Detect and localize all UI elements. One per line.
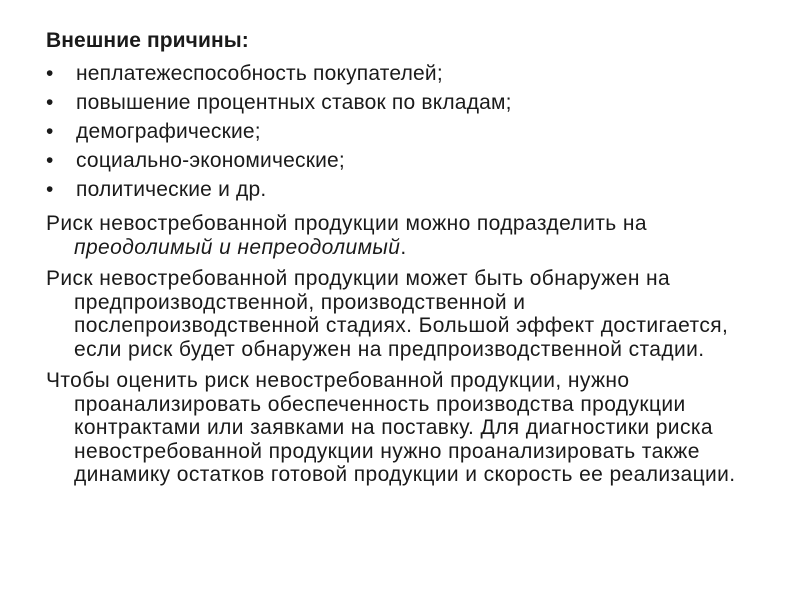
list-item bbox=[46, 146, 776, 175]
list-item-text: социально-экономические; bbox=[76, 149, 345, 172]
section-heading: Внешние причины: bbox=[46, 29, 249, 52]
list-item bbox=[46, 117, 776, 146]
list-item-text: политические и др. bbox=[76, 178, 267, 201]
paragraph-end: . bbox=[400, 235, 407, 259]
list-item bbox=[46, 59, 776, 88]
paragraph-text: Риск невостребованной продукции можно подразделить на bbox=[46, 212, 647, 235]
emphasis-text: преодолимый и непреодолимый bbox=[74, 235, 401, 259]
slide-content bbox=[46, 28, 776, 487]
list-item-text: повышение процентных ставок по вкладам; bbox=[76, 91, 512, 114]
paragraph-risk-detection: Риск невостребованной продукции может быть обнаружен на предпроизводственной, производственной и послепроизводственной стадиях. Большой эффект достигается, если риск будет обнаружен на предпроизводственной стадии. bbox=[46, 267, 729, 361]
causes-list bbox=[46, 59, 776, 204]
bullet-icon: • bbox=[46, 178, 54, 201]
paragraph-risk-assessment: Чтобы оценить риск невостребованной продукции, нужно проанализировать обеспеченность производства продукции контрактами или заявками на поставку. Для диагностики риска невостребованной продукции нужно проанализировать также динамику остатков готовой продукции и скорость ее реализации. bbox=[46, 369, 736, 486]
list-item-text: демографические; bbox=[76, 120, 261, 143]
bullet-icon: • bbox=[46, 149, 54, 172]
bullet-icon: • bbox=[46, 91, 54, 114]
list-item bbox=[46, 175, 776, 204]
bullet-icon: • bbox=[46, 120, 54, 143]
list-item bbox=[46, 88, 776, 117]
paragraph-risk-division bbox=[46, 212, 776, 259]
bullet-icon: • bbox=[46, 62, 54, 85]
list-item-text: неплатежеспособность покупателей; bbox=[76, 62, 443, 85]
